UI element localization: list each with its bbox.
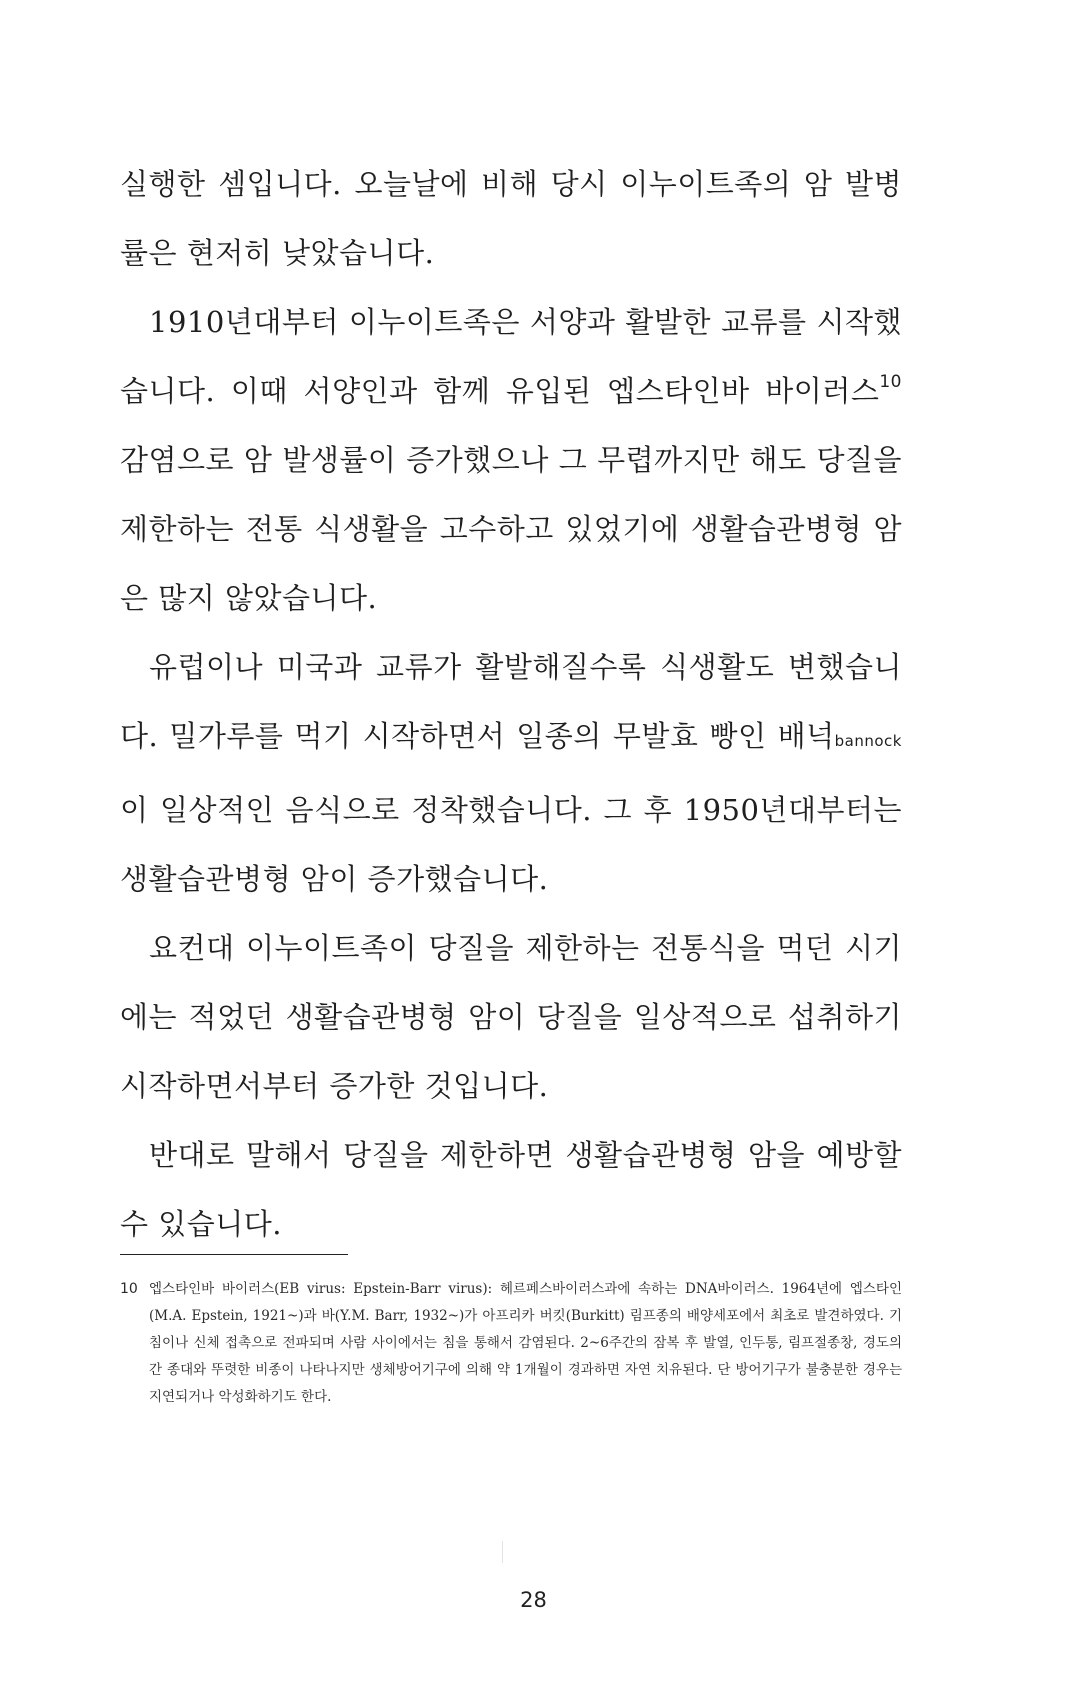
paragraph-5-text: 반대로 말해서 당질을 제한하면 생활습관병형 암을 예방할 수 있습니다. [120, 1138, 902, 1241]
paragraph-2-text-a: 1910년대부터 이누이트족은 서양과 활발한 교류를 시작했습니다. 이때 서양인과 함께 유입된 엡스타인바 바이러스 [120, 305, 902, 408]
page-tick-mark [502, 1541, 503, 1563]
paragraph-3-text-b: 이 일상적인 음식으로 정착했습니다. 그 후 1950년대부터는 생활습관병형 암이 증가했습니다. [120, 793, 902, 896]
paragraph-3 [120, 633, 902, 914]
paragraph-2-text-b: 감염으로 암 발생률이 증가했으나 그 무렵까지만 해도 당질을 제한하는 전통 식생활을 고수하고 있었기에 생활습관병형 암은 많지 않았습니다. [120, 443, 902, 615]
footnote [120, 1276, 902, 1411]
footnote-reference[interactable]: 10 [879, 372, 902, 392]
page-number: 28 [520, 1588, 547, 1612]
paragraph-3-text-a: 유럽이나 미국과 교류가 활발해질수록 식생활도 변했습니다. 밀가루를 먹기 시작하면서 일종의 무발효 빵인 배넉 [120, 650, 902, 753]
footnote-number: 10 [120, 1281, 138, 1297]
body-text [120, 150, 902, 1259]
bannock-term: bannock [834, 732, 902, 750]
footnote-divider [120, 1254, 348, 1255]
paragraph-4-text: 요컨대 이누이트족이 당질을 제한하는 전통식을 먹던 시기에는 적었던 생활습관병형 암이 당질을 일상적으로 섭취하기 시작하면서부터 증가한 것입니다. [120, 931, 902, 1103]
paragraph-5 [120, 1121, 902, 1259]
paragraph-1 [120, 150, 902, 288]
paragraph-1-text: 실행한 셈입니다. 오늘날에 비해 당시 이누이트족의 암 발병률은 현저히 낮았습니다. [120, 167, 902, 270]
footnote-text: 엡스타인바 바이러스(EB virus: Epstein-Barr virus): 헤르페스바이러스과에 속하는 DNA바이러스. 1964년에 엡스타인(M.A. Epstein, 1921~)과 바(Y.M. Barr, 1932~)가 아프리카 버킷(Burkitt) 림프종의 배양세포에서 최초로 발견하였다. 기침이나 신체 접촉으로 전파되며 사람 사이에서는 침을 통해서 감염된다. 2~6주간의 잠복 후 발열, 인두통, 림프절종창, 경도의 간 종대와 뚜렷한 비종이 나타나지만 생체방어기구에 의해 약 1개월이 경과하면 자연 치유된다. 단 방어기구가 불충분한 경우는 지연되거나 악성화하기도 한다. [149, 1281, 902, 1405]
paragraph-4 [120, 914, 902, 1121]
paragraph-2 [120, 288, 902, 633]
